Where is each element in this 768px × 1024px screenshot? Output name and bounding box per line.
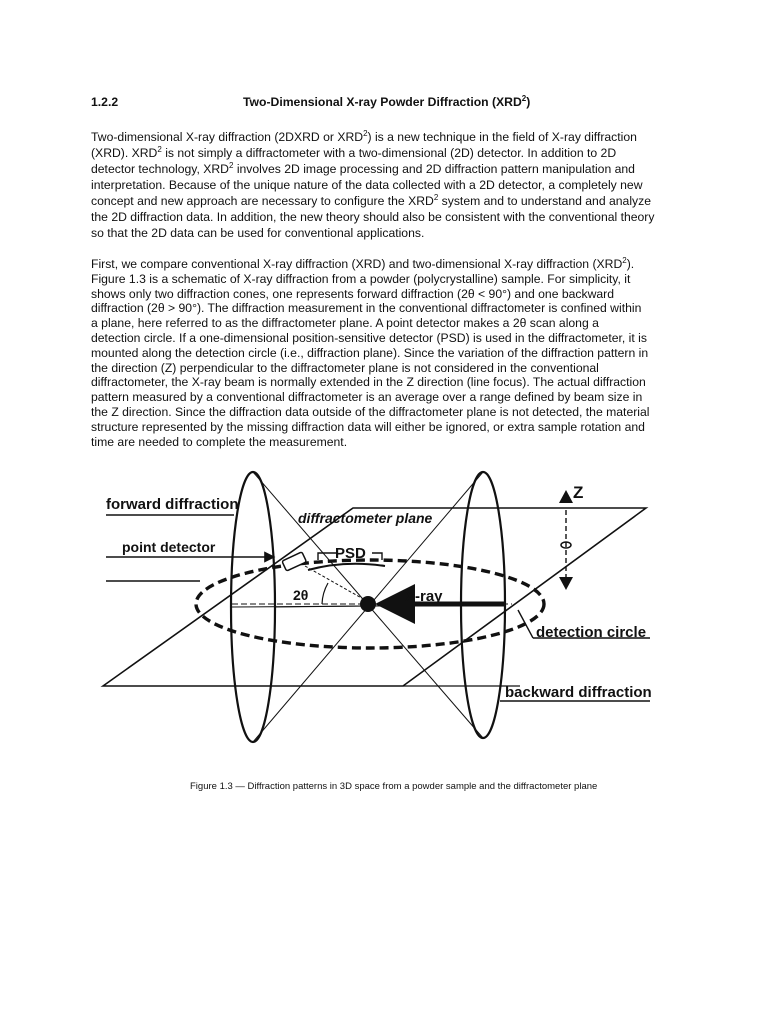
label-diffractometer-plane: diffractometer plane: [298, 510, 433, 526]
label-detection-circle: detection circle: [536, 624, 647, 641]
diffraction-figure: [95, 465, 665, 755]
label-backward-diffraction: backward diffraction: [505, 684, 652, 701]
label-two-theta: 2θ: [293, 587, 309, 603]
z-arrow-down: [559, 577, 573, 590]
label-xray: X-ray: [405, 588, 443, 605]
paragraph-comparison: First, we compare conventional X-ray diffraction (XRD) and two-dimensional X-ray diffraction (XRD$^2$). Figure 1.3 is a schematic of X-ray diffraction from a powder (polycrystalline) sample. For simplicity, it shows only two diffraction cones, one represents forward diffraction (2θ < 90°) and one backward diffraction (2θ > 90°). The diffraction measurement in the conventional diffractometer is confined within a plane, here referred to as the diffractometer plane. A point detector makes a 2θ scan along a detection circle. If a one-dimensional position-sensitive detector (PSD) is used in the diffractometer, it is mounted along the detection circle (i.e., diffraction plane). Since the variation of the diffraction pattern in the direction (Z) perpendicular to the diffractometer plane is not considered in the conventional diffractometer, the X-ray beam is normally extended in the Z direction (line focus). The actual diffraction pattern measured by a conventional diffractometer is an average over a range defined by beam size in the Z direction. Since the diffraction data outside of the diffractometer plane is not detected, the material structure represented by the missing diffraction data will either be ignored, or extra sample rotation and time are needed to complete the measurement.: [91, 256, 650, 449]
paragraph-intro: Two-dimensional X-ray diffraction (2DXRD or XRD$^2$) is a new technique in the field of X-ray diffraction (XRD). XRD$^2$ is not simply a diffractometer with a two-dimensional (2D) detector. In addition to 2D detector technology, XRD$^2$ involves 2D image processing and 2D diffraction pattern manipulation and interpretation. Because of the unique nature of the data collected with a 2D detector, a completely new concept and new approach are necessary to configure the XRD$^2$ system and to understand and analyze the 2D diffraction data. In addition, the new theory should also be consistent with the conventional theory so that the 2D data can be used for conventional applications.: [91, 129, 655, 240]
label-point-detector: point detector: [122, 539, 216, 555]
diffractometer-plane: [103, 508, 646, 686]
two-theta-arc: [322, 583, 328, 604]
section-number: 1.2.2: [91, 95, 119, 109]
section-title: Two-Dimensional X-ray Powder Diffraction (XRD$^2$): [243, 94, 531, 109]
section-heading: [91, 95, 691, 113]
label-forward-diffraction: forward diffraction: [106, 496, 239, 513]
label-psd: PSD: [335, 545, 366, 562]
label-z: Z: [573, 483, 584, 502]
z-arrow-up: [559, 490, 573, 503]
figure-caption: Figure 1.3 — Diffraction patterns in 3D space from a powder sample and the diffractometer plane: [190, 781, 598, 792]
psd-arc: [308, 564, 385, 570]
